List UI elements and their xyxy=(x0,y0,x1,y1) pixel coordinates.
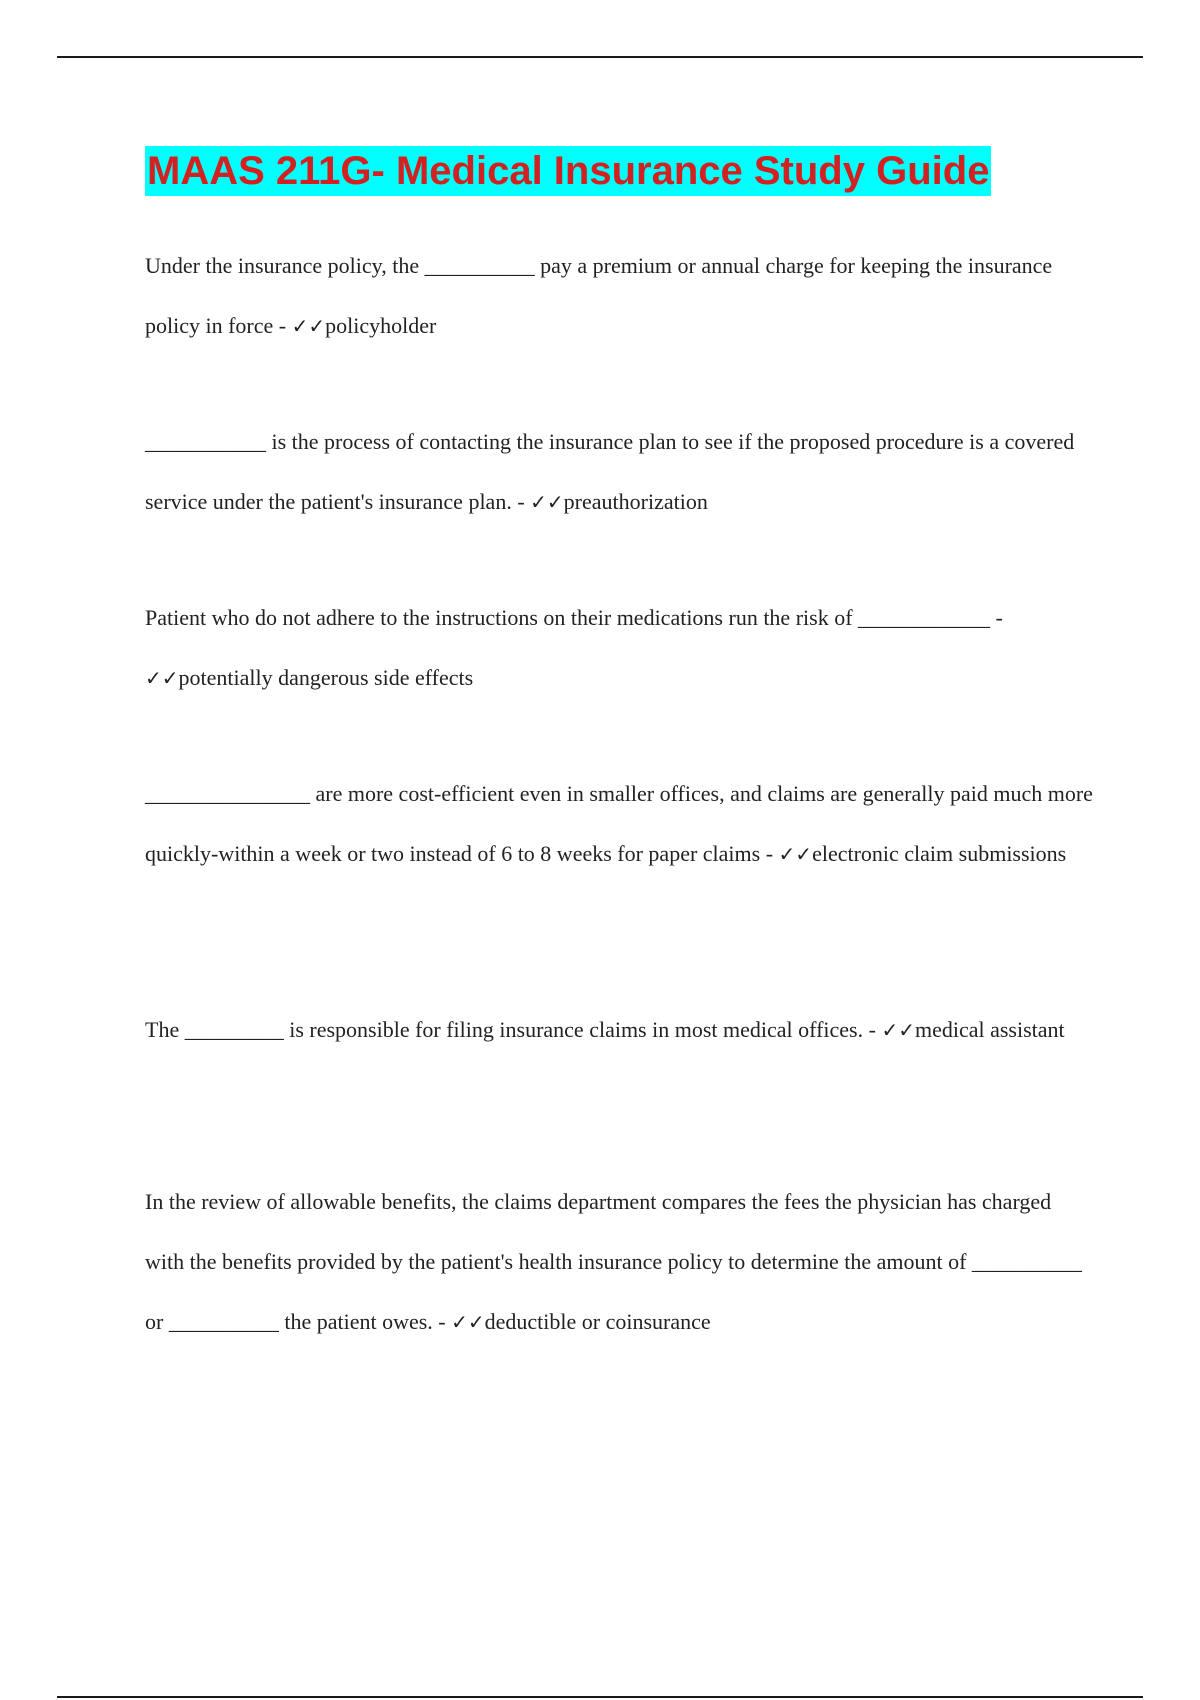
answer-text: policyholder xyxy=(325,313,437,338)
answer-separator: - xyxy=(863,1017,882,1042)
qa-item-6 xyxy=(145,1172,1095,1352)
answer-separator: - xyxy=(511,489,531,514)
answer-separator: - xyxy=(990,605,1003,630)
answer-text: electronic claim submissions xyxy=(812,841,1067,866)
double-check-icon: ✓✓ xyxy=(451,1310,485,1334)
double-check-icon: ✓✓ xyxy=(530,490,564,514)
title-block xyxy=(145,146,991,196)
qa-item-5 xyxy=(145,1000,1095,1060)
answer-text: deductible or coinsurance xyxy=(484,1309,711,1334)
answer-separator: - xyxy=(273,313,292,338)
question-text: In the review of allowable benefits, the claims department compares the fees the physician has charged with the benefits provided by the patient's health insurance policy to determine the amount of __________ or __________ the patient owes. xyxy=(145,1189,1082,1334)
qa-item-4 xyxy=(145,764,1095,884)
double-check-icon: ✓✓ xyxy=(778,842,813,866)
question-text: Patient who do not adhere to the instructions on their medications run the risk of ____________ xyxy=(145,605,991,630)
qa-item-3 xyxy=(145,588,1095,708)
qa-item-2 xyxy=(145,412,1095,532)
question-text: _______________ are more cost-efficient even in smaller offices, and claims are generally paid much more quickly-within a week or two instead of 6 to 8 weeks for paper claims xyxy=(145,781,1093,866)
double-check-icon: ✓✓ xyxy=(145,666,179,690)
answer-text: potentially dangerous side effects xyxy=(178,665,474,690)
answer-separator: - xyxy=(432,1309,452,1334)
double-check-icon: ✓✓ xyxy=(881,1018,915,1042)
qa-item-1 xyxy=(145,236,1095,356)
answer-text: preauthorization xyxy=(563,489,708,514)
answer-separator: - xyxy=(760,841,779,866)
question-text: The _________ is responsible for filing insurance claims in most medical offices. xyxy=(145,1017,864,1042)
answer-text: medical assistant xyxy=(914,1017,1065,1042)
question-text: ___________ is the process of contacting the insurance plan to see if the proposed procedure is a covered service under the patient's insurance plan. xyxy=(145,429,1075,514)
double-check-icon: ✓✓ xyxy=(291,314,326,338)
bottom-rule xyxy=(57,1696,1143,1698)
document-title: MAAS 211G- Medical Insurance Study Guide xyxy=(145,146,991,196)
top-rule xyxy=(57,56,1143,58)
question-text: Under the insurance policy, the __________ pay a premium or annual charge for keeping the insurance policy in force xyxy=(145,253,1053,338)
